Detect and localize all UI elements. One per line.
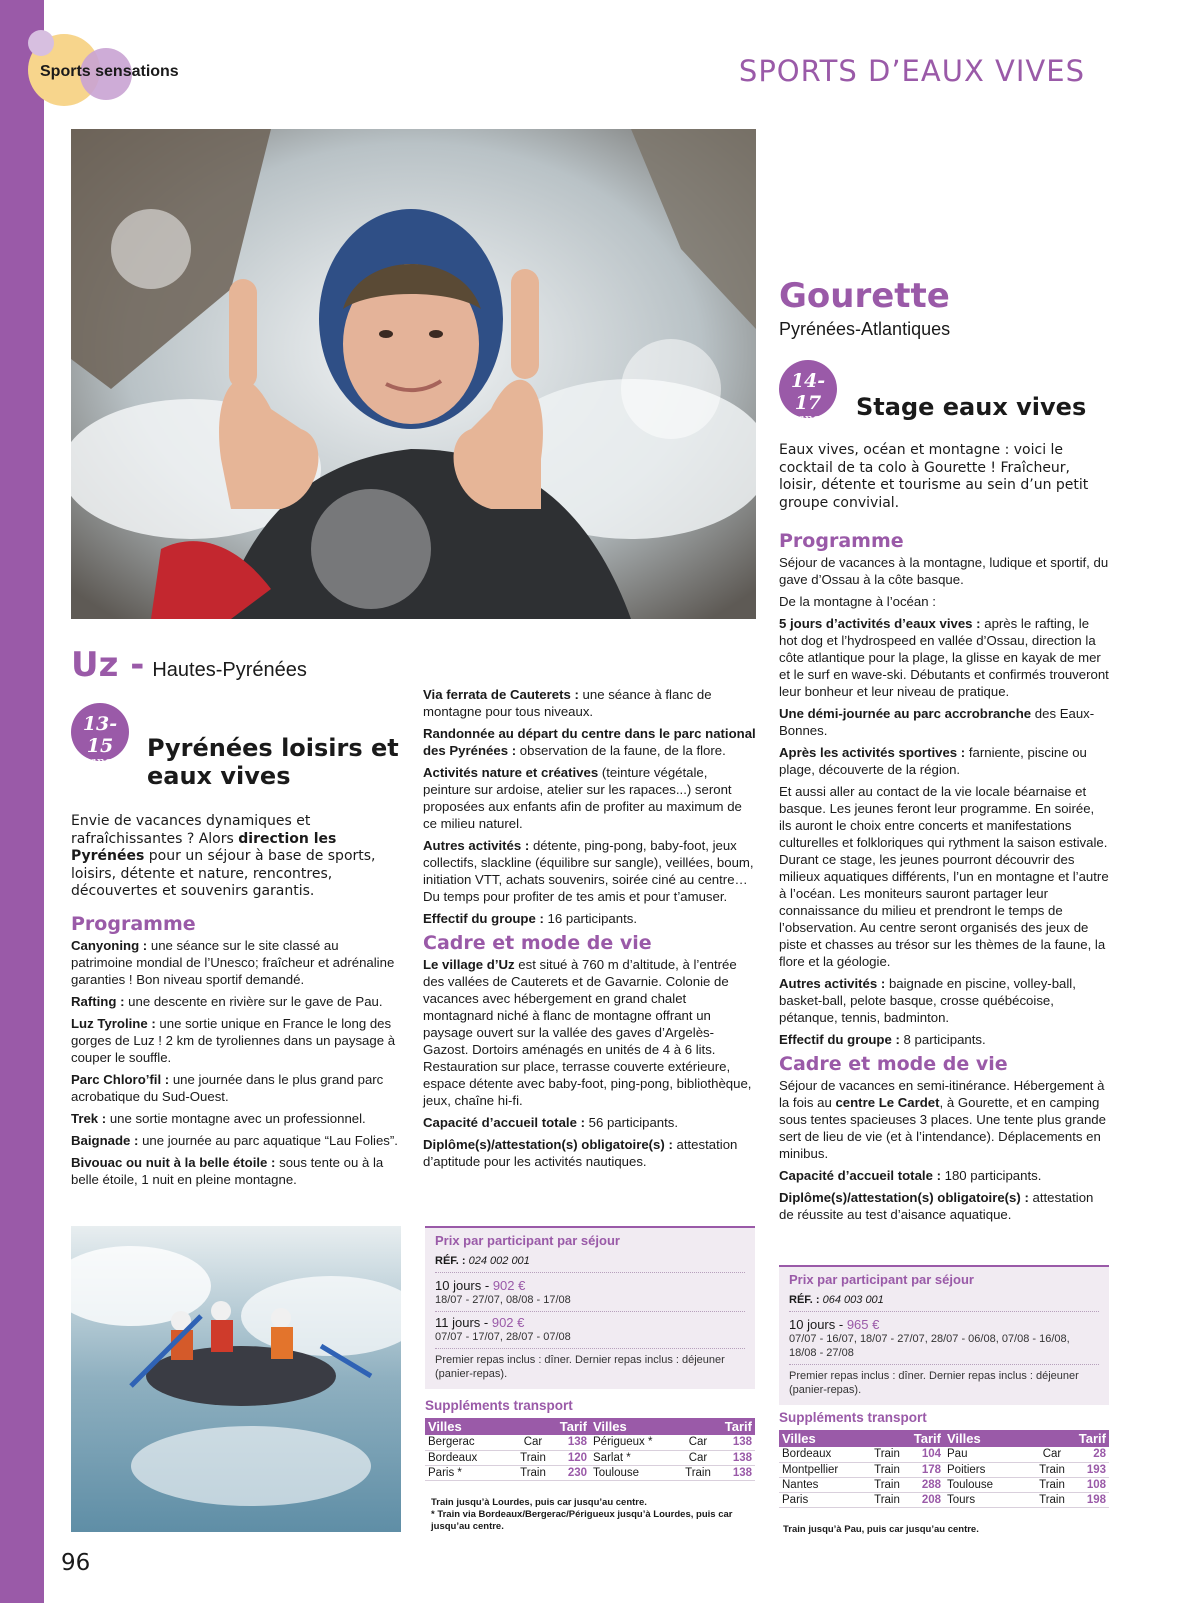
uz-price-dates: 07/07 - 17/07, 28/07 - 07/08: [435, 1330, 745, 1349]
gourette-transport-heading: Suppléments transport: [779, 1410, 927, 1425]
uz-age-badge: [71, 703, 129, 770]
uz-price-dates: 18/07 - 27/07, 08/08 - 17/08: [435, 1293, 745, 1312]
table-row: Montpellier Train 178 Poitiers Train 193: [779, 1462, 1109, 1477]
uz-programme-heading: Programme: [71, 913, 196, 935]
uz-programme-item: Luz Tyroline : une sortie unique en France le long des gorges de Luz ! 2 km de tyroliennes dans un paysage à couper le souffle.: [71, 1016, 396, 1065]
uz-price-option: 10 jours - 902 €: [435, 1278, 526, 1293]
category-label: Sports sensations: [40, 63, 179, 80]
uz-programme-item: Via ferrata de Cauterets : une séance à flanc de montagne pour tous niveaux.: [423, 687, 712, 719]
gourette-age-range: 14-17: [790, 370, 826, 414]
uz-programme-item: Baignade : une journée au parc aquatique “Lau Folies”.: [71, 1133, 398, 1148]
gourette-cadre-item: Capacité d’accueil totale : 180 participants.: [779, 1168, 1042, 1183]
gourette-transport-table: [779, 1430, 1109, 1508]
gourette-cadre-item: Diplôme(s)/attestation(s) obligatoire(s) : attestation de réussite au test d’aisance aquatique.: [779, 1190, 1094, 1222]
uz-programme-item: Autres activités : détente, ping-pong, baby-foot, jeux collectifs, slackline (équilibre sur sangle), veillées, boum, initiation VTT, achats souvenirs, soirée ciné au centre… Du temps pour profiter de tes amis et pour t’amuser.: [423, 838, 754, 904]
uz-programme-item: Bivouac ou nuit à la belle étoile : sous tente ou à la belle étoile, 1 nuit en pleine montagne.: [71, 1155, 384, 1187]
gourette-cadre-text: Séjour de vacances en semi-itinérance. Hébergement à la fois au centre Le Cardet, à Gourette, et en camping sous tentes spacieuses 3 places. Une tente plus grande sert de lieu de vie (et à l’intendance). Déplacements en minibus.: [779, 1078, 1106, 1161]
uz-age-range: 13-15: [82, 713, 118, 757]
gourette-programme: [779, 525, 1109, 1228]
table-header-row: Villes Tarif Villes Tarif: [425, 1418, 755, 1435]
table-row: Paris * Train 230 Toulouse Train 138: [425, 1465, 755, 1480]
uz-intro-part: Envie de vacances dynamiques et rafraîchissantes ? Alors: [71, 813, 311, 847]
uz-name: Uz -: [71, 645, 145, 685]
gourette-programme-heading: Programme: [779, 530, 904, 552]
uz-intro-part: pour un séjour à base de sports, loisirs, détente et nature, rencontres, découvertes et souvenirs garantis.: [71, 848, 376, 899]
table-row: Bergerac Car 138 Périgueux * Car 138: [425, 1435, 755, 1450]
uz-programme-col1: [71, 908, 401, 1193]
uz-price-heading: Prix par participant par séjour: [435, 1233, 620, 1248]
table-row: Bordeaux Train 120 Sarlat * Car 138: [425, 1450, 755, 1465]
gourette-transport-note: Train jusqu’à Pau, puis car jusqu’au centre.: [783, 1524, 979, 1535]
gourette-price-heading: Prix par participant par séjour: [789, 1272, 974, 1287]
gourette-programme-item: Une démi-journée au parc accrobranche des Eaux-Bonnes.: [779, 706, 1095, 738]
uz-programme-item: Rafting : une descente en rivière sur le gave de Pau.: [71, 994, 383, 1009]
gourette-programme-item: Autres activités : baignade en piscine, volley-ball, basket-ball, pelote basque, crosse québécoise, pétanque, tennis, badminton.: [779, 976, 1076, 1025]
uz-ref: RÉF. : 024 002 001: [435, 1254, 745, 1273]
uz-programme-col2: [423, 686, 756, 1175]
gourette-programme-item: Après les activités sportives : farniente, piscine ou plage, découverte de la région.: [779, 745, 1087, 777]
transport-note: Train jusqu’à Lourdes, puis car jusqu’au centre.: [431, 1497, 647, 1508]
badge-circle-small: [28, 30, 54, 56]
uz-programme-item: Activités nature et créatives (teinture végétale, peinture sur ardoise, atelier sur les rapaces...) seront proposées aux enfants afin de profiter au maximum de ce milieu naturel.: [423, 765, 742, 831]
gourette-region: Pyrénées-Atlantiques: [779, 319, 951, 339]
gourette-meals: Premier repas inclus : dîner. Dernier repas inclus : déjeuner (panier-repas).: [789, 1370, 1079, 1396]
uz-cadre-heading: Cadre et mode de vie: [423, 932, 652, 954]
gourette-price-box: [779, 1265, 1109, 1405]
gourette-price-option: 10 jours - 965 €: [789, 1317, 880, 1332]
uz-transport-notes: [431, 1497, 751, 1533]
uz-intro: [71, 813, 401, 901]
table-header-row: Villes Tarif Villes Tarif: [779, 1430, 1109, 1447]
gourette-programme-item: Séjour de vacances à la montagne, ludique et sportif, du gave d’Ossau à la côte basque.: [779, 555, 1109, 587]
uz-meals: Premier repas inclus : dîner. Dernier repas inclus : déjeuner (panier-repas).: [435, 1354, 725, 1380]
gourette-name: Gourette: [779, 276, 950, 316]
uz-price-box: [425, 1226, 755, 1389]
gourette-programme-item: Effectif du groupe : 8 participants.: [779, 1032, 986, 1047]
gourette-ref: RÉF. : 064 003 001: [789, 1293, 1099, 1312]
uz-region: Hautes-Pyrénées: [152, 659, 307, 681]
uz-cadre-item: Le village d’Uz est situé à 760 m d’altitude, à l’entrée des vallées de Cauterets et de Gavarnie. Colonie de vacances avec hébergement en grand chalet montagnard niché à flanc de montagne offrant un paysage ouvert sur la vallée des gaves d’Argelès-Gazost. Dortoirs aménagés en unités de 4 à 6 lits. Restauration sur place, terrasse couverte extérieure, espace détente avec baby-foot, ping-pong, bibliothèque, jeux, chaîne hi-fi.: [423, 957, 752, 1108]
rafting-photo: [71, 1226, 401, 1532]
uz-stay-title: Pyrénées loisirs et eaux vives: [147, 734, 399, 790]
uz-transport-heading: Suppléments transport: [425, 1398, 573, 1413]
gourette-age-unit: ans: [796, 412, 820, 427]
uz-cadre-item: Capacité d’accueil totale : 56 participants.: [423, 1115, 679, 1130]
uz-cadre-item: Diplôme(s)/attestation(s) obligatoire(s) : attestation d’aptitude pour les activités nautiques.: [423, 1137, 738, 1169]
gourette-intro: Eaux vives, océan et montagne : voici le cocktail de ta colo à Gourette ! Fraîcheur, loisir, détente et tourisme au sein d’un petit groupe convivial.: [779, 442, 1089, 511]
gourette-stay-title: Stage eaux vives: [856, 393, 1087, 421]
gourette-cadre-heading: Cadre et mode de vie: [779, 1053, 1008, 1075]
table-row: Bordeaux Train 104 Pau Car 28: [779, 1447, 1109, 1462]
uz-price-option: 11 jours - 902 €: [435, 1315, 525, 1330]
canyoning-photo: [71, 129, 756, 619]
gourette-programme-item: Et aussi aller au contact de la vie locale béarnaise et basque. Les jeunes feront leur programme. En soirée, ils auront le choix entre concerts et manifestations culturelles et folkloriques qui rythment la saison estivale. Durant ce stage, les jeunes pourront découvrir des milieux aquatiques différents, l’un en montagne et l’autre à l’océan. Les moniteurs sauront partager leur connaissance du milieu et prendront le temps de l’observation. Au centre seront organisés des jeux de piste et chasses au trésor sur les thèmes de la faune, la flore et la géologie.: [779, 784, 1109, 969]
gourette-programme-item: De la montagne à l’océan :: [779, 594, 936, 609]
gourette-programme-item: 5 jours d’activités d’eaux vives : après le rafting, le hot dog et l’hydrospeed en vallée d’Ossau, direction la côte atlantique pour la plage, la glisse en kayak de mer et le surf en wave-ski. Débutants et confirmés trouveront leur bonheur et leur niveau de pratique.: [779, 616, 1109, 699]
uz-programme-item: Trek : une sortie montagne avec un professionnel.: [71, 1111, 366, 1126]
table-row: Paris Train 208 Tours Train 198: [779, 1492, 1109, 1507]
uz-programme-item: Effectif du groupe : 16 participants.: [423, 911, 637, 926]
uz-transport-table: [425, 1418, 755, 1481]
uz-intro-highlight: direction les Pyrénées: [71, 830, 337, 864]
uz-programme-item: Parc Chloro’fil : une journée dans le plus grand parc acrobatique du Sud-Ouest.: [71, 1072, 384, 1104]
left-color-band: [0, 0, 44, 1603]
transport-note: * Train via Bordeaux/Bergerac/Périgueux jusqu’à Lourdes, puis car jusqu’au centre.: [431, 1509, 733, 1532]
uz-programme-item: Randonnée au départ du centre dans le parc national des Pyrénées : observation de la faune, de la flore.: [423, 726, 756, 758]
uz-age-unit: ans: [88, 755, 112, 770]
category-badge: [24, 30, 194, 110]
gourette-age-badge: [779, 360, 837, 427]
uz-destination-title: [71, 645, 307, 685]
uz-programme-item: Canyoning : une séance sur le site classé au patrimoine mondial de l’Unesco; fraîcheur et adrénaline garanties ! Bon niveau sportif demandé.: [71, 938, 395, 987]
section-title: SPORTS D’EAUX VIVES: [738, 54, 1085, 88]
gourette-price-dates: 07/07 - 16/07, 18/07 - 27/07, 28/07 - 06/08, 07/08 - 16/08, 18/08 - 27/08: [789, 1332, 1099, 1365]
table-row: Nantes Train 288 Toulouse Train 108: [779, 1477, 1109, 1492]
page-number: 96: [61, 1550, 91, 1576]
